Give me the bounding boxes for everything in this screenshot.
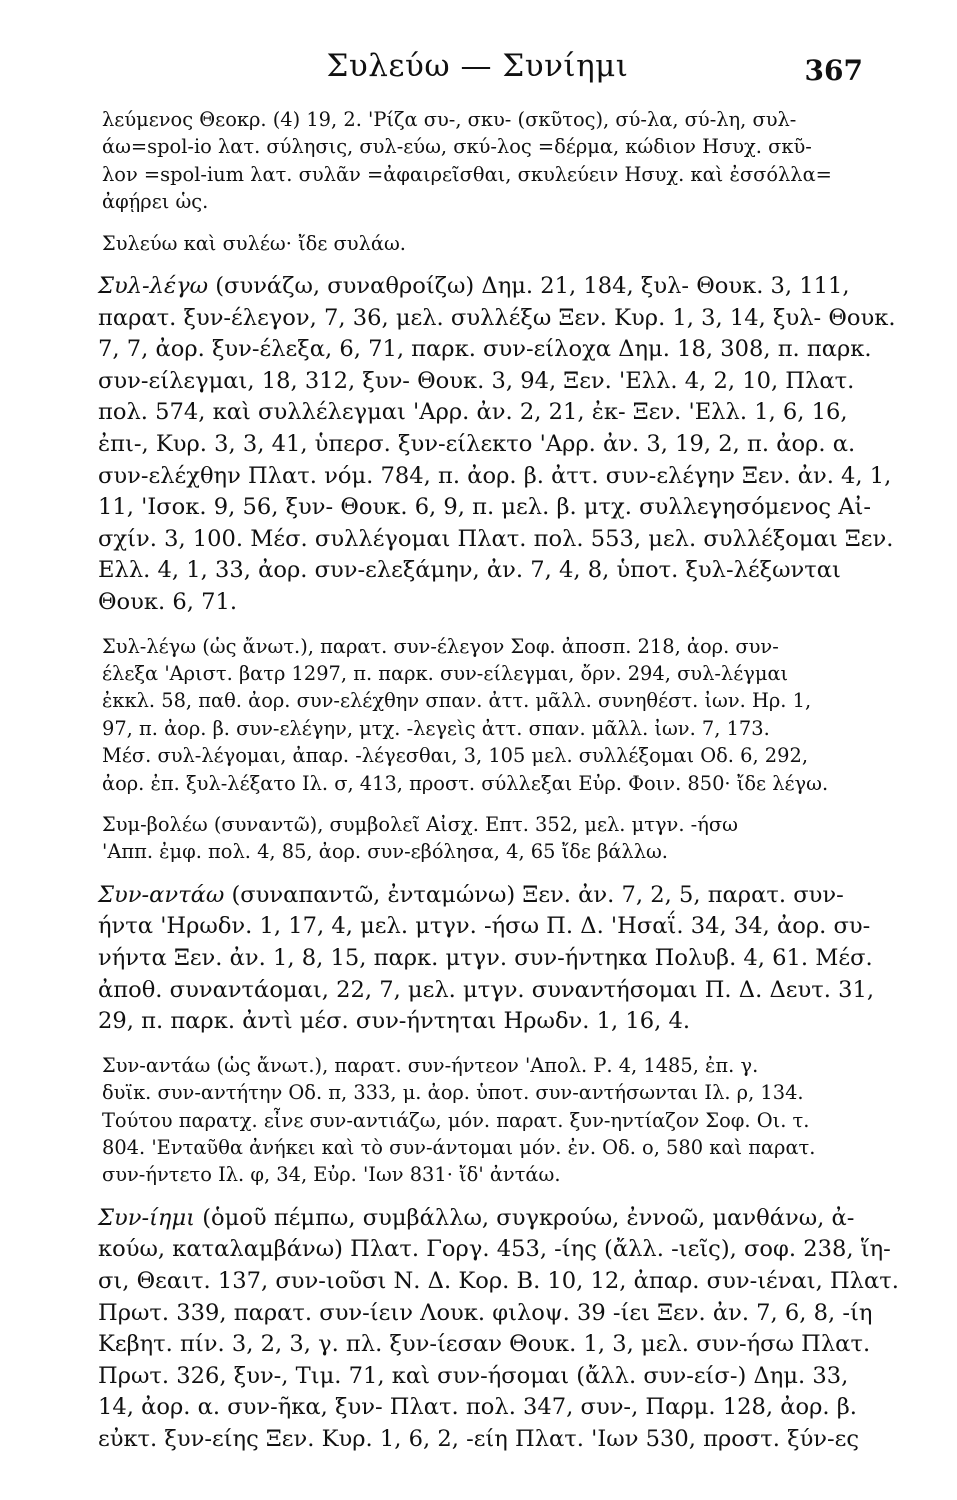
entry-line — [98, 1298, 873, 1330]
entry-line — [102, 161, 857, 188]
entry-line — [98, 587, 857, 619]
entry-line — [98, 334, 872, 366]
entry-text: ἀποθ. συναντάομαι, 22, 7, μελ. μτγν. συναντήσομαι Π. Δ. Δευτ. 31, — [98, 976, 875, 1003]
entry-line — [98, 880, 857, 912]
entry-line — [102, 1079, 857, 1106]
entry-text: ἐπι-, Κυρ. 3, 3, 41, ὑπερσ. ξυν-είλεκτο 'Αρρ. ἀν. 3, 19, 2, π. ἀορ. α. — [98, 431, 856, 457]
entry-text: παρατ. ξυν-έλεγον, 7, 36, μελ. συλλέξω Ξεν. Κυρ. 1, 3, 14, ξυλ- Θουκ. — [98, 304, 896, 331]
entry-text: Πρωτ. 326, ξυν-, Τιμ. 71, καὶ συν-ήσομαι (ἄλλ. συν-είσ-) Δημ. 33, — [98, 1362, 849, 1389]
entry-text: λεύμενος Θεοκρ. (4) 19, 2. 'Ρίζα συ-, σκυ- (σκῦτος), σύ-λα, σύ-λη, συλ- — [102, 108, 797, 131]
entry-line — [98, 943, 873, 975]
entry-line — [102, 742, 857, 769]
entry-line — [98, 1234, 891, 1266]
entry-line — [98, 492, 872, 524]
entry-text: συν-είλεγμαι, 18, 312, ξυν- Θουκ. 3, 94, Ξεν. 'Ελλ. 4, 2, 10, Πλατ. — [98, 367, 855, 394]
entry-line — [102, 133, 857, 160]
entry-text: άω=spol-io λατ. σύλησις, συλ-εύω, σκύ-λος =δέρμα, κώδιον Ησυχ. σκῦ- — [102, 135, 812, 159]
entry-line — [98, 1361, 857, 1393]
entry-line — [102, 1107, 857, 1134]
entry-line — [98, 1329, 871, 1361]
entry-text: 7, 7, ἀορ. ξυν-έλεξα, 6, 71, παρκ. συν-είλοχα Δημ. 18, 308, π. παρκ. — [98, 336, 872, 363]
page-number: 367 — [804, 54, 863, 87]
entry-syllego-note — [98, 633, 857, 797]
entry-line — [98, 555, 857, 587]
entry-text: (ὁμοῦ πέμπω, συμβάλλω, συγκρούω, ἐννοῶ, μανθάνω, ἀ- — [195, 1204, 855, 1231]
entry-text: (συνάζω, συναθροίζω) Δημ. 21, 184, ξυλ- Θουκ. 3, 111, — [208, 273, 850, 300]
entry-text: συν-ελέχθην Πλατ. νόμ. 784, π. ἀορ. β. ἀττ. συν-ελέγην Ξεν. ἀν. 4, 1, — [98, 462, 892, 489]
entry-text: Συλ-λέγω (ὡς ἄνωτ.), παρατ. συν-έλεγον Σοφ. ἀποσπ. 218, ἀορ. συν- — [102, 634, 779, 658]
entry-line — [98, 303, 896, 335]
entry-text: 14, ἀορ. α. συν-ῆκα, ξυν- Πλατ. πολ. 347, συν-, Παρμ. 128, ἀορ. β. — [98, 1394, 857, 1421]
entry-text: σχίν. 3, 100. Μέσ. συλλέγομαι Πλατ. πολ. 553, μελ. συλλέξομαι Ξεν. — [98, 525, 894, 552]
entry-line — [102, 811, 857, 838]
dictionary-body — [98, 106, 899, 1456]
entry-headword: Συν-ίημι — [98, 1204, 196, 1231]
entry-syllego — [98, 271, 896, 619]
entry-line — [98, 429, 857, 461]
entry-text: Ελλ. 4, 1, 33, ἀορ. συν-ελεξάμην, ἀν. 7, 4, 8, ὑποτ. ξυλ-λέξωνται — [98, 557, 841, 584]
entry-headword: Συλ-λέγω — [98, 273, 209, 300]
entry-line — [98, 524, 894, 556]
entry-line — [102, 1161, 857, 1188]
entry-text: εὐκτ. ξυν-είης Ξεν. Κυρ. 1, 6, 2, -είη Πλατ. 'Ιων 530, προστ. ξύν-ες — [98, 1425, 860, 1452]
entry-text: Πρωτ. 339, παρατ. συν-ίειν Λουκ. φιλοψ. 39 -ίει Ξεν. ἀν. 7, 6, 8, -ίη — [98, 1299, 873, 1326]
entry-line — [102, 660, 857, 687]
entry-text: ἐκκλ. 58, παθ. ἀορ. συν-ελέχθην σπαν. ἀττ. μᾶλλ. συνηθέστ. ἰων. Ηρ. 1, — [102, 689, 812, 713]
entry-text: συν-ήντετο Ιλ. φ, 34, Εὐρ. 'Ιων 831· ἴδ' ἀντάω. — [102, 1163, 561, 1187]
entry-text: λον =spol-ium λατ. συλᾶν =ἀφαιρεῖσθαι, σκυλεύειν Ησυχ. καὶ ἐσσόλλα= — [102, 162, 832, 186]
entry-text: πολ. 574, καὶ συλλέλεγμαι 'Αρρ. ἀν. 2, 21, ἐκ- Ξεν. 'Ελλ. 1, 6, 16, — [98, 399, 848, 426]
entry-syniemi — [98, 1203, 899, 1456]
entry-text: Συλεύω καὶ συλέω· ἴδε συλάω. — [102, 231, 406, 255]
entry-text: Κεβητ. πίν. 3, 2, 3, γ. πλ. ξυν-ίεσαν Θουκ. 1, 3, μελ. συν-ήσω Πλατ. — [98, 1331, 871, 1358]
entry-text: 'Αππ. ἐμφ. πολ. 4, 85, ἀορ. συν-εβόλησα, 4, 65 ἴδε βάλλω. — [102, 840, 668, 864]
entry-line — [102, 1134, 857, 1161]
entry-line — [98, 1424, 860, 1456]
entry-line — [102, 838, 857, 865]
entry-text: Θουκ. 6, 71. — [98, 588, 238, 615]
entry-line — [102, 633, 857, 660]
entry-text: 11, 'Ισοκ. 9, 56, ξυν- Θουκ. 6, 9, π. μελ. β. μτχ. συλλεγησόμενος Αἰ- — [98, 494, 872, 521]
entry-text: ήντα 'Ηρωδν. 1, 17, 4, μελ. μτγν. -ήσω Π. Δ. 'Ησαΐ. 34, 34, ἀορ. συ- — [98, 913, 871, 940]
entry-line — [102, 715, 857, 742]
entry-line — [98, 397, 857, 429]
entry-text: (συναπαντῶ, ἐνταμώνω) Ξεν. ἀν. 7, 2, 5, παρατ. συν- — [224, 881, 844, 908]
entry-text: νήντα Ξεν. ἀν. 1, 8, 15, παρκ. μτγν. συν-ήντηκα Πολυβ. 4, 61. Μέσ. — [98, 945, 873, 971]
entry-text: Μέσ. συλ-λέγομαι, ἀπαρ. -λέγεσθαι, 3, 105 μελ. συλλέξομαι Οδ. 6, 292, — [102, 744, 808, 768]
entry-text: δυϊκ. συν-αντήτην Οδ. π, 333, μ. ἀορ. ὑποτ. συν-αντήσωνται Ιλ. ρ, 134. — [102, 1081, 804, 1105]
entry-text: 97, π. ἀορ. β. συν-ελέγην, μτχ. -λεγεὶς ἀττ. σπαν. μᾶλλ. ἰων. 7, 173. — [102, 716, 770, 740]
entry-text: σι, Θεαιτ. 137, συν-ιοῦσι Ν. Δ. Κορ. Β. 10, 12, ἀπαρ. συν-ιέναι, Πλατ. — [98, 1268, 899, 1294]
entry-text: ἀφῄρει ὡς. — [102, 190, 209, 214]
entry-line — [98, 975, 875, 1007]
entry-line — [98, 1266, 899, 1298]
entry-symboleo-note — [98, 811, 857, 866]
entry-text: 804. 'Ενταῦθα ἀνήκει καὶ τὸ συν-άντομαι μόν. ἐν. Οδ. ο, 580 καὶ παρατ. — [102, 1136, 816, 1159]
entry-line — [102, 188, 857, 215]
entry-text: Τούτου παρατχ. εἶνε συν-αντιάζω, μόν. παρατ. ξυν-ηντίαζον Σοφ. Οι. τ. — [102, 1108, 810, 1132]
entry-line — [98, 1203, 857, 1235]
entry-line — [98, 461, 892, 493]
entry-line — [102, 1052, 857, 1079]
entry-text: Συμ-βολέω (συναντῶ), συμβολεῖ Αἰσχ. Επτ. 352, μελ. μτγν. -ήσω — [102, 813, 738, 836]
entry-line — [102, 687, 857, 714]
entry-headword: Συν-αντάω — [98, 881, 225, 908]
entry-line — [98, 271, 857, 303]
entry-text: 29, π. παρκ. ἀντὶ μέσ. συν-ήντηται Ηρωδν. 1, 16, 4. — [98, 1008, 691, 1035]
entry-syleuo-kai-syleo — [98, 230, 857, 257]
entry-syleuo-note — [98, 106, 857, 216]
entry-line — [98, 911, 871, 943]
running-title: Συλεύω — Συνίημι — [326, 48, 629, 84]
entry-text: κούω, καταλαμβάνω) Πλατ. Γοργ. 453, -ίης (ἄλλ. -ιεῖς), σοφ. 238, ἵη- — [98, 1236, 891, 1263]
entry-line — [98, 366, 857, 398]
entry-synantao-note — [98, 1052, 857, 1189]
entry-line — [98, 1392, 857, 1424]
entry-line — [102, 770, 857, 797]
entry-line — [98, 1006, 857, 1038]
entry-synantao — [98, 880, 875, 1038]
entry-text: έλεξα 'Αριστ. βατρ 1297, π. παρκ. συν-είλεγμαι, ὄρν. 294, συλ-λέγμαι — [102, 661, 789, 685]
entry-line — [102, 106, 857, 133]
entry-text: ἀορ. ἐπ. ξυλ-λέξατο Ιλ. σ, 413, προστ. σύλλεξαι Εὐρ. Φοιν. 850· ἴδε λέγω. — [102, 771, 829, 795]
entry-text: Συν-αντάω (ὡς ἄνωτ.), παρατ. συν-ήντεον 'Απολ. Ρ. 4, 1485, ἐπ. γ. — [102, 1053, 759, 1077]
page-header — [98, 44, 863, 100]
entry-line — [102, 230, 857, 257]
